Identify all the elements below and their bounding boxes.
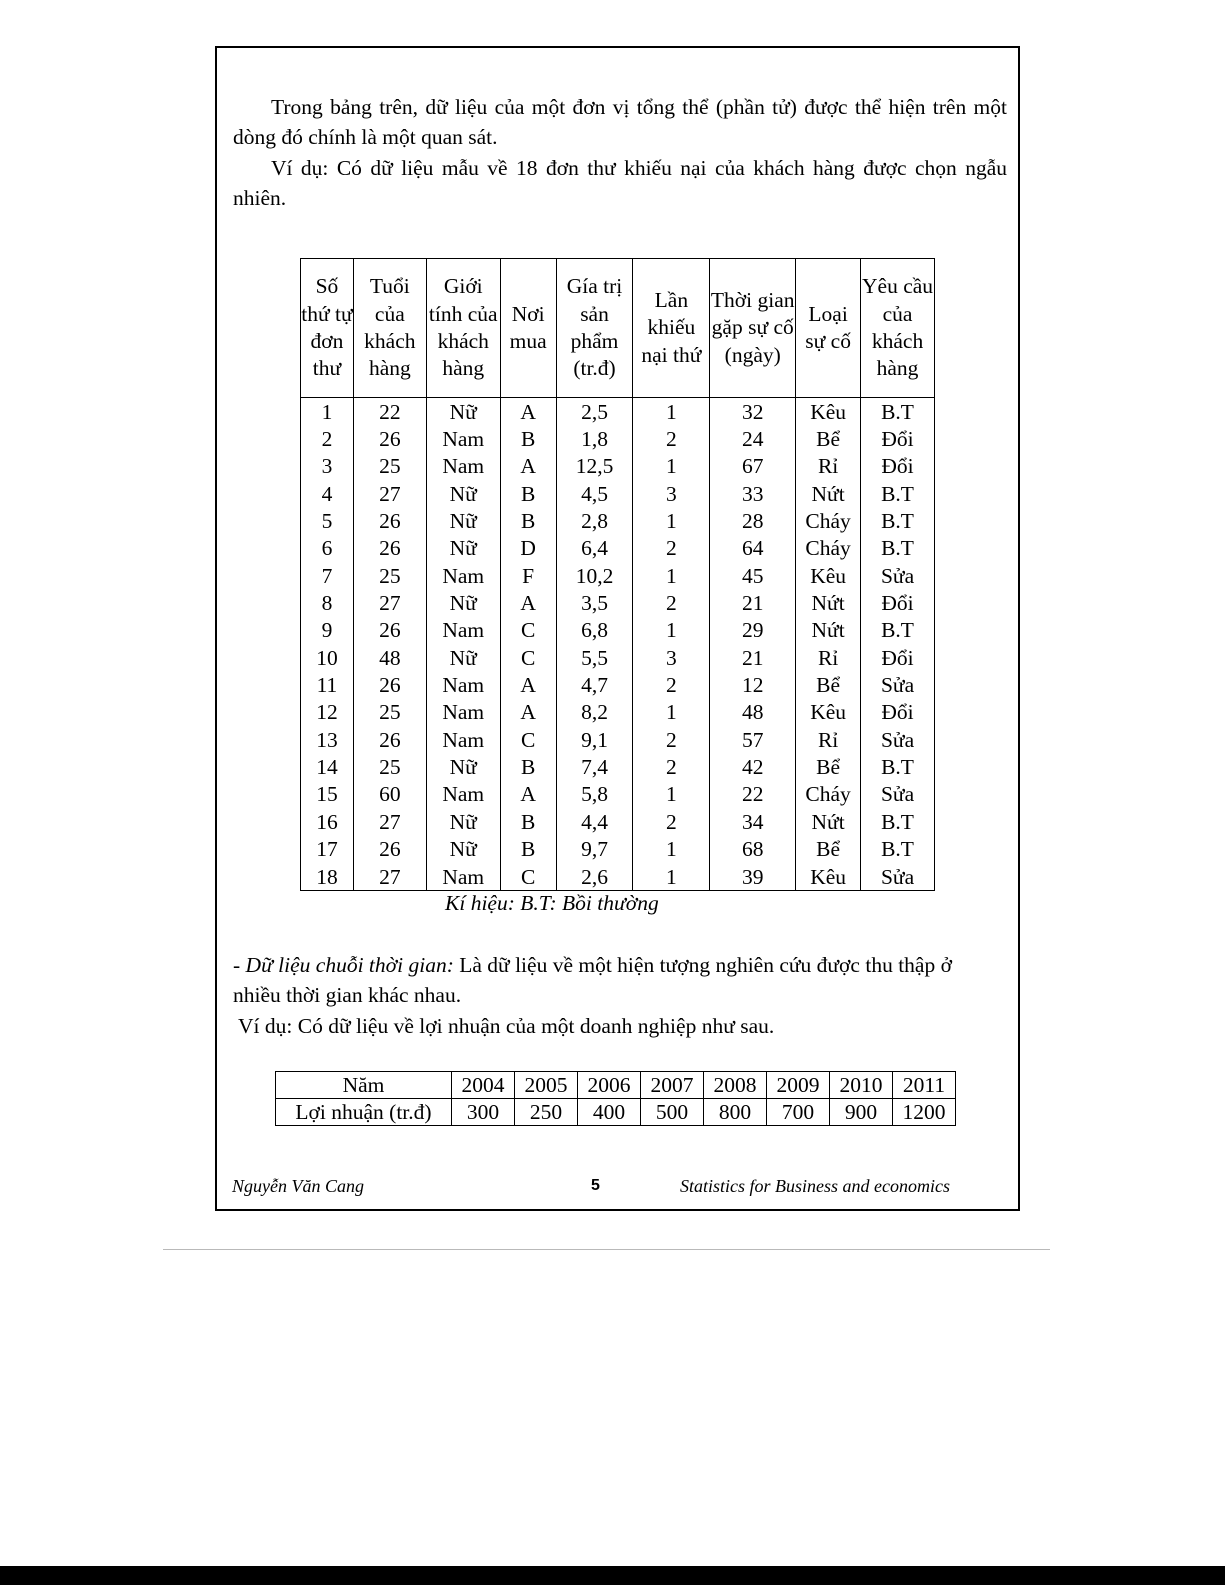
table-cell: 12,5 — [556, 453, 633, 480]
table-cell: Bể — [796, 671, 861, 698]
profit-cell: 800 — [704, 1099, 767, 1126]
table-cell: B — [500, 836, 556, 863]
year-cell: 2011 — [893, 1072, 956, 1099]
table-cell: 57 — [710, 726, 796, 753]
year-row — [276, 1072, 956, 1099]
column-header: Tuổi của khách hàng — [353, 259, 426, 398]
claims-table-header — [301, 259, 935, 398]
table-row — [301, 617, 935, 644]
table-cell: Đổi — [861, 453, 935, 480]
table-cell: Nứt — [796, 808, 861, 835]
table-cell: Nam — [426, 617, 500, 644]
table-cell: 39 — [710, 863, 796, 891]
profit-cell: 250 — [515, 1099, 578, 1126]
column-header: Lần khiếu nại thứ — [633, 259, 710, 398]
table-cell: 2 — [633, 671, 710, 698]
table-cell: 67 — [710, 453, 796, 480]
table-cell: 22 — [353, 398, 426, 426]
year-cell: 2010 — [830, 1072, 893, 1099]
table-cell: 2 — [633, 425, 710, 452]
table-row — [301, 453, 935, 480]
table-cell: Nam — [426, 453, 500, 480]
table-cell: Bể — [796, 753, 861, 780]
table-cell: 12 — [710, 671, 796, 698]
table-cell: Kêu — [796, 562, 861, 589]
table-cell: Nữ — [426, 836, 500, 863]
table-cell: B.T — [861, 480, 935, 507]
table-cell: 60 — [353, 781, 426, 808]
table-cell: 3 — [633, 644, 710, 671]
table-row — [301, 753, 935, 780]
table-cell: 1 — [633, 398, 710, 426]
table-cell: 27 — [353, 480, 426, 507]
table-cell: 42 — [710, 753, 796, 780]
page-separator — [163, 1249, 1050, 1250]
table-cell: Nam — [426, 671, 500, 698]
table-cell: Nứt — [796, 589, 861, 616]
table-cell: C — [500, 644, 556, 671]
table-cell: 68 — [710, 836, 796, 863]
table-cell: 1 — [633, 836, 710, 863]
table-cell: Nứt — [796, 480, 861, 507]
table-row — [301, 808, 935, 835]
profit-row — [276, 1099, 956, 1126]
table-cell: 8 — [301, 589, 354, 616]
table-row — [301, 507, 935, 534]
table-cell: 7 — [301, 562, 354, 589]
time-series-paragraph — [233, 950, 973, 1010]
table-row — [301, 863, 935, 891]
year-cell: 2004 — [452, 1072, 515, 1099]
table-cell: 4,5 — [556, 480, 633, 507]
table-cell: Bể — [796, 836, 861, 863]
table-cell: Cháy — [796, 535, 861, 562]
table-cell: Kêu — [796, 699, 861, 726]
table-cell: A — [500, 453, 556, 480]
table-cell: 9,1 — [556, 726, 633, 753]
table-cell: C — [500, 726, 556, 753]
table-cell: C — [500, 617, 556, 644]
table-cell: Sửa — [861, 562, 935, 589]
footer-book-title: Statistics for Business and economics — [680, 1176, 950, 1196]
table-cell: 1 — [633, 699, 710, 726]
table-cell: A — [500, 589, 556, 616]
table-row — [301, 836, 935, 863]
table-cell: Nam — [426, 863, 500, 891]
table-cell: 2,6 — [556, 863, 633, 891]
table-cell: B.T — [861, 398, 935, 426]
table-cell: 15 — [301, 781, 354, 808]
table-cell: B.T — [861, 836, 935, 863]
table-cell: Rỉ — [796, 644, 861, 671]
table-cell: B — [500, 507, 556, 534]
table-cell: 26 — [353, 726, 426, 753]
time-series-definition: Là dữ liệu về một hiện tượng nghiên cứu được thu thập ở nhiều thời gian khác nhau. — [233, 953, 952, 1007]
table-cell: Nữ — [426, 480, 500, 507]
year-cell: 2005 — [515, 1072, 578, 1099]
table-cell: Nữ — [426, 507, 500, 534]
table-cell: 3 — [633, 480, 710, 507]
profit-cell: 400 — [578, 1099, 641, 1126]
table-cell: 1,8 — [556, 425, 633, 452]
table-cell: 2 — [633, 808, 710, 835]
table-cell: 6 — [301, 535, 354, 562]
table-row — [301, 589, 935, 616]
table-cell: 29 — [710, 617, 796, 644]
table-cell: 2,5 — [556, 398, 633, 426]
table-cell: 22 — [710, 781, 796, 808]
profit-cell: 300 — [452, 1099, 515, 1126]
table-cell: Nữ — [426, 644, 500, 671]
profit-cell: 900 — [830, 1099, 893, 1126]
table-cell: 10 — [301, 644, 354, 671]
table-cell: 13 — [301, 726, 354, 753]
table-cell: 7,4 — [556, 753, 633, 780]
table-cell: A — [500, 699, 556, 726]
table-cell: 1 — [633, 617, 710, 644]
table-cell: B — [500, 480, 556, 507]
table-cell: 5 — [301, 507, 354, 534]
profit-row-label: Lợi nhuận (tr.đ) — [276, 1099, 452, 1126]
table-cell: Đổi — [861, 699, 935, 726]
table-cell: 27 — [353, 863, 426, 891]
table-cell: Nam — [426, 699, 500, 726]
table-cell: 16 — [301, 808, 354, 835]
table-cell: A — [500, 671, 556, 698]
table-cell: 1 — [633, 507, 710, 534]
year-row-label: Năm — [276, 1072, 452, 1099]
table-row — [301, 562, 935, 589]
table-cell: 1 — [633, 453, 710, 480]
bottom-edge-bar — [0, 1566, 1225, 1585]
table-cell: 64 — [710, 535, 796, 562]
table-cell: Đổi — [861, 425, 935, 452]
table-cell: 3 — [301, 453, 354, 480]
column-header: Loại sự cố — [796, 259, 861, 398]
table-cell: C — [500, 863, 556, 891]
table-cell: Sửa — [861, 671, 935, 698]
table-cell: 10,2 — [556, 562, 633, 589]
table-cell: 25 — [353, 753, 426, 780]
table-cell: B.T — [861, 535, 935, 562]
year-cell: 2009 — [767, 1072, 830, 1099]
table-cell: Sửa — [861, 726, 935, 753]
table-cell: 26 — [353, 836, 426, 863]
table-cell: Nam — [426, 562, 500, 589]
table-cell: 34 — [710, 808, 796, 835]
table-row — [301, 535, 935, 562]
example-paragraph: Ví dụ: Có dữ liệu mẫu về 18 đơn thư khiếu nại của khách hàng được chọn ngẫu nhiên. — [233, 156, 1007, 210]
table-cell: 25 — [353, 699, 426, 726]
table-cell: 6,4 — [556, 535, 633, 562]
table-cell: 21 — [710, 589, 796, 616]
table-cell: 25 — [353, 562, 426, 589]
column-header: Nơi mua — [500, 259, 556, 398]
year-cell: 2008 — [704, 1072, 767, 1099]
year-cell: 2006 — [578, 1072, 641, 1099]
table-cell: 26 — [353, 535, 426, 562]
table-cell: Nữ — [426, 808, 500, 835]
table-cell: 3,5 — [556, 589, 633, 616]
table-cell: 33 — [710, 480, 796, 507]
table-cell: 4 — [301, 480, 354, 507]
time-series-prefix: - — [233, 953, 246, 977]
table-cell: 27 — [353, 589, 426, 616]
table-cell: Kêu — [796, 863, 861, 891]
table-cell: 32 — [710, 398, 796, 426]
table-cell: 1 — [633, 562, 710, 589]
column-header: Gía trị sản phẩm (tr.đ) — [556, 259, 633, 398]
table-cell: 5,8 — [556, 781, 633, 808]
profit-cell: 500 — [641, 1099, 704, 1126]
table-cell: Nữ — [426, 398, 500, 426]
profit-table — [275, 1071, 956, 1126]
table-cell: 28 — [710, 507, 796, 534]
table-row — [301, 398, 935, 426]
table-cell: Nứt — [796, 617, 861, 644]
table-cell: 48 — [353, 644, 426, 671]
table-row — [301, 699, 935, 726]
table-cell: 12 — [301, 699, 354, 726]
table-cell: Kêu — [796, 398, 861, 426]
table-cell: 25 — [353, 453, 426, 480]
table-cell: 1 — [633, 781, 710, 808]
table-cell: Cháy — [796, 507, 861, 534]
table-cell: 24 — [710, 425, 796, 452]
column-header: Giới tính của khách hàng — [426, 259, 500, 398]
table-row — [301, 726, 935, 753]
table-cell: Nam — [426, 425, 500, 452]
table-cell: D — [500, 535, 556, 562]
intro-paragraph: Trong bảng trên, dữ liệu của một đơn vị tổng thể (phần tử) được thể hiện trên một dòng đó chính là một quan sát. — [233, 95, 1007, 149]
table-cell: Nam — [426, 726, 500, 753]
table-cell: Đổi — [861, 589, 935, 616]
table-cell: 9 — [301, 617, 354, 644]
table-cell: Bể — [796, 425, 861, 452]
table-cell: Cháy — [796, 781, 861, 808]
table-cell: Nữ — [426, 753, 500, 780]
table-cell: B — [500, 425, 556, 452]
table-cell: 18 — [301, 863, 354, 891]
profit-example-paragraph: Ví dụ: Có dữ liệu về lợi nhuận của một doanh nghiệp như sau. — [238, 1014, 775, 1038]
profit-cell: 700 — [767, 1099, 830, 1126]
table-cell: 21 — [710, 644, 796, 671]
table-cell: 9,7 — [556, 836, 633, 863]
claims-table — [300, 258, 935, 891]
table-cell: Đổi — [861, 644, 935, 671]
column-header: Số thứ tự đơn thư — [301, 259, 354, 398]
table-cell: 6,8 — [556, 617, 633, 644]
table-cell: 1 — [301, 398, 354, 426]
table-cell: B — [500, 753, 556, 780]
table-cell: 27 — [353, 808, 426, 835]
table-cell: 4,7 — [556, 671, 633, 698]
table-cell: 14 — [301, 753, 354, 780]
table-row — [301, 480, 935, 507]
column-header: Thời gian gặp sự cố (ngày) — [710, 259, 796, 398]
profit-cell: 1200 — [893, 1099, 956, 1126]
table-cell: 26 — [353, 507, 426, 534]
table-cell: A — [500, 398, 556, 426]
year-cell: 2007 — [641, 1072, 704, 1099]
footer-author: Nguyễn Văn Cang — [232, 1176, 364, 1196]
table-legend: Kí hiệu: B.T: Bồi thường — [445, 891, 659, 915]
table-cell: 5,5 — [556, 644, 633, 671]
table-cell: 2 — [633, 589, 710, 616]
table-cell: 4,4 — [556, 808, 633, 835]
table-cell: B.T — [861, 808, 935, 835]
time-series-term: Dữ liệu chuỗi thời gian: — [245, 953, 454, 977]
table-cell: 8,2 — [556, 699, 633, 726]
table-cell: 1 — [633, 863, 710, 891]
table-row — [301, 644, 935, 671]
table-cell: 17 — [301, 836, 354, 863]
table-cell: Rỉ — [796, 726, 861, 753]
table-cell: F — [500, 562, 556, 589]
table-cell: 45 — [710, 562, 796, 589]
table-cell: Nam — [426, 781, 500, 808]
table-row — [301, 425, 935, 452]
table-cell: 2 — [301, 425, 354, 452]
page-number: 5 — [591, 1177, 600, 1194]
table-cell: 26 — [353, 617, 426, 644]
table-cell: B.T — [861, 617, 935, 644]
table-cell: A — [500, 781, 556, 808]
table-cell: 2,8 — [556, 507, 633, 534]
table-row — [301, 781, 935, 808]
table-cell: Nữ — [426, 589, 500, 616]
table-cell: B — [500, 808, 556, 835]
table-cell: Sửa — [861, 781, 935, 808]
table-row — [301, 671, 935, 698]
table-cell: 26 — [353, 425, 426, 452]
table-cell: 11 — [301, 671, 354, 698]
table-cell: Sửa — [861, 863, 935, 891]
column-header: Yêu cầu của khách hàng — [861, 259, 935, 398]
table-cell: B.T — [861, 753, 935, 780]
table-cell: 2 — [633, 753, 710, 780]
table-cell: 2 — [633, 726, 710, 753]
table-cell: Nữ — [426, 535, 500, 562]
table-cell: Rỉ — [796, 453, 861, 480]
table-cell: B.T — [861, 507, 935, 534]
table-cell: 48 — [710, 699, 796, 726]
table-cell: 2 — [633, 535, 710, 562]
table-cell: 26 — [353, 671, 426, 698]
